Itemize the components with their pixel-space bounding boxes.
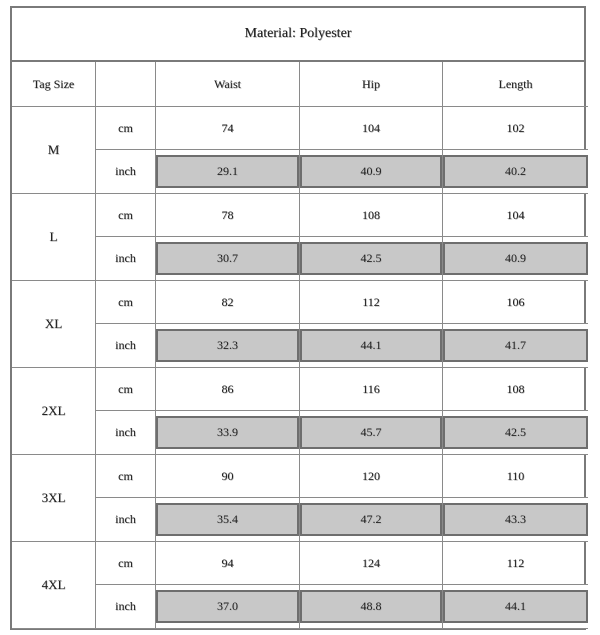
waist-inch: 30.7 (156, 242, 299, 275)
hip-inch-cell (300, 237, 443, 281)
unit-label: inch (96, 237, 156, 281)
table-row (12, 498, 588, 542)
unit-label: inch (96, 411, 156, 455)
header-length: Length (443, 62, 588, 107)
length-inch: 43.3 (443, 503, 588, 536)
unit-label: cm (96, 455, 156, 498)
unit-label: cm (96, 542, 156, 585)
waist-inch-cell (156, 237, 300, 281)
waist-inch-cell (156, 324, 300, 368)
length-cm: 110 (443, 455, 588, 498)
table-row (12, 324, 588, 368)
length-inch: 41.7 (443, 329, 588, 362)
table-row (12, 455, 588, 498)
waist-cm: 74 (156, 107, 300, 150)
length-cm: 102 (443, 107, 588, 150)
table-row (12, 368, 588, 411)
waist-cm: 86 (156, 368, 300, 411)
length-inch: 40.2 (443, 155, 588, 188)
unit-label: cm (96, 281, 156, 324)
hip-cm: 104 (300, 107, 443, 150)
waist-inch-cell (156, 150, 300, 194)
length-cm: 108 (443, 368, 588, 411)
length-inch-cell (443, 150, 588, 194)
waist-cm: 82 (156, 281, 300, 324)
unit-label: inch (96, 585, 156, 629)
size-label: 4XL (12, 542, 96, 629)
hip-inch: 40.9 (300, 155, 442, 188)
hip-inch-cell (300, 498, 443, 542)
size-label: L (12, 194, 96, 281)
hip-inch-cell (300, 324, 443, 368)
size-label: M (12, 107, 96, 194)
hip-inch: 47.2 (300, 503, 442, 536)
unit-label: inch (96, 498, 156, 542)
waist-cm: 90 (156, 455, 300, 498)
length-inch-cell (443, 585, 588, 629)
waist-inch-cell (156, 411, 300, 455)
header-hip: Hip (300, 62, 443, 107)
hip-inch-cell (300, 585, 443, 629)
size-chart (10, 6, 586, 630)
header-waist: Waist (156, 62, 300, 107)
unit-label: cm (96, 107, 156, 150)
table-row (12, 107, 588, 150)
hip-cm: 108 (300, 194, 443, 237)
waist-cm: 78 (156, 194, 300, 237)
size-label: XL (12, 281, 96, 368)
waist-inch: 35.4 (156, 503, 299, 536)
hip-inch: 42.5 (300, 242, 442, 275)
length-cm: 104 (443, 194, 588, 237)
length-inch: 44.1 (443, 590, 588, 623)
hip-inch: 44.1 (300, 329, 442, 362)
hip-cm: 116 (300, 368, 443, 411)
hip-inch-cell (300, 150, 443, 194)
waist-inch: 37.0 (156, 590, 299, 623)
length-inch-cell (443, 411, 588, 455)
size-label: 3XL (12, 455, 96, 542)
length-inch-cell (443, 324, 588, 368)
unit-label: cm (96, 194, 156, 237)
header-unit (96, 62, 156, 107)
chart-title: Material: Polyester (12, 8, 584, 62)
hip-inch: 48.8 (300, 590, 442, 623)
header-tag-size: Tag Size (12, 62, 96, 107)
hip-cm: 112 (300, 281, 443, 324)
waist-inch-cell (156, 498, 300, 542)
hip-cm: 124 (300, 542, 443, 585)
size-label: 2XL (12, 368, 96, 455)
waist-cm: 94 (156, 542, 300, 585)
waist-inch-cell (156, 585, 300, 629)
hip-inch-cell (300, 411, 443, 455)
length-inch: 42.5 (443, 416, 588, 449)
hip-cm: 120 (300, 455, 443, 498)
length-cm: 112 (443, 542, 588, 585)
waist-inch: 29.1 (156, 155, 299, 188)
length-inch-cell (443, 498, 588, 542)
table-row (12, 542, 588, 585)
table-row (12, 237, 588, 281)
table-row (12, 411, 588, 455)
unit-label: cm (96, 368, 156, 411)
waist-inch: 32.3 (156, 329, 299, 362)
waist-inch: 33.9 (156, 416, 299, 449)
header-row (12, 62, 588, 107)
unit-label: inch (96, 150, 156, 194)
length-inch-cell (443, 237, 588, 281)
table-row (12, 194, 588, 237)
table-row (12, 585, 588, 629)
length-inch: 40.9 (443, 242, 588, 275)
unit-label: inch (96, 324, 156, 368)
length-cm: 106 (443, 281, 588, 324)
size-table (12, 62, 588, 629)
table-row (12, 281, 588, 324)
hip-inch: 45.7 (300, 416, 442, 449)
table-row (12, 150, 588, 194)
